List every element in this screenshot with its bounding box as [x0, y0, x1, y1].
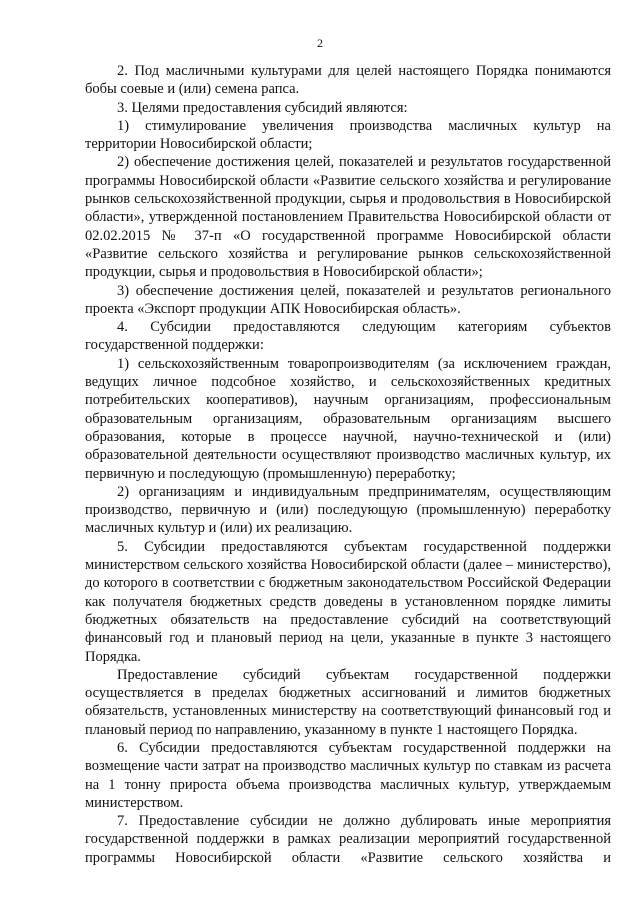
paragraph: Предоставление субсидий субъектам государственной поддержки осуществляется в пределах бюджетных ассигнований и лимитов бюджетных обязательств, установленных министерству на соответствующий финансовый год и плановый период по направлению, указанному в пункте 1 настоящего Порядка.	[85, 666, 611, 738]
paragraph: 6. Субсидии предоставляются субъектам государственной поддержки на возмещение части затрат на производство масличных культур по ставкам из расчета на 1 тонну прироста объема производства масличных культур, утверждаемым министерством.	[85, 739, 611, 811]
document-body	[85, 62, 611, 867]
paragraph: 5. Субсидии предоставляются субъектам государственной поддержки министерством сельского хозяйства Новосибирской области (далее – министерство), до которого в соответствии с бюджетным законодательством Российской Федерации как получателя бюджетных средств доведены в установленном порядке лимиты бюджетных обязательств на предоставление субсидий на соответствующий финансовый год и плановый период на цели, указанные в пункте 3 настоящего Порядка.	[85, 538, 611, 665]
paragraph: 2) организациям и индивидуальным предпринимателям, осуществляющим производство, первичную и (или) последующую (промышленную) переработку масличных культур и (или) их реализацию.	[85, 483, 611, 537]
page-number: 2	[317, 36, 323, 50]
paragraph: 1) сельскохозяйственным товаропроизводителям (за исключением граждан, ведущих личное подсобное хозяйство, и сельскохозяйственных кредитных потребительских кооперативов), научным организациям, профессиональным образовательным организациям, образовательным организациям высшего образования, которые в процессе научной, научно-технической и (или) образовательной деятельности осуществляют производство масличных культур, их первичную и последующую (промышленную) переработку;	[85, 355, 611, 482]
paragraph: 1) стимулирование увеличения производства масличных культур на территории Новосибирской области;	[85, 117, 611, 153]
paragraph: 3) обеспечение достижения целей, показателей и результатов регионального проекта «Экспорт продукции АПК Новосибирская область».	[85, 282, 611, 317]
paragraph: 2) обеспечение достижения целей, показателей и результатов государственной программы Новосибирской области «Развитие сельского хозяйства и регулирование рынков сельскохозяйственной продукции, сырья и продовольствия в Новосибирской области», утвержденной постановлением Правительства Новосибирской области от 02.02.2015 № 37-п «О государственной программе Новосибирской области «Развитие сельского хозяйства и регулирование рынков сельскохозяйственной продукции, сырья и продовольствия в Новосибирской области»;	[85, 154, 611, 281]
paragraph: 7. Предоставление субсидии не должно дублировать иные мероприятия государственной поддержки в рамках реализации мероприятий государственной программы Новосибирской области «Развитие сельского хозяйства и	[85, 813, 611, 866]
paragraph: 3. Целями предоставления субсидий являются:	[117, 99, 408, 116]
paragraph: 2. Под масличными культурами для целей настоящего Порядка понимаются бобы соевые и (или) семена рапса.	[85, 63, 611, 98]
paragraph: 4. Субсидии предоставляются следующим категориям субъектов государственной поддержки:	[85, 319, 611, 354]
